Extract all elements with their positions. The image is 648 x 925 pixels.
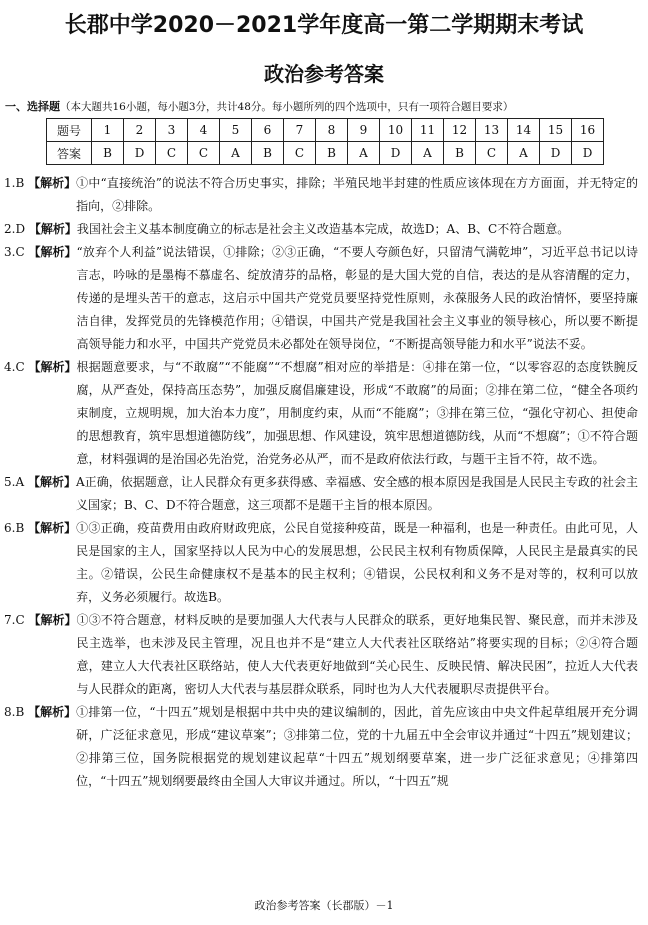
- answer-cell: B: [252, 142, 284, 165]
- question-number-cell: 7: [284, 119, 316, 142]
- item-number: 4.C: [4, 360, 25, 374]
- item-number: 8.B: [4, 705, 25, 719]
- answer-cell: B: [316, 142, 348, 165]
- question-number-cell: 15: [540, 119, 572, 142]
- answer-cell: B: [444, 142, 476, 165]
- explanation-text: ①中“直接统治”的说法不符合历史事实，排除；半殖民地半封建的性质应该体现在方方面面，并无特定的指向，②排除。: [76, 176, 638, 213]
- item-number: 7.C: [4, 613, 25, 627]
- answer-cell: C: [476, 142, 508, 165]
- explanation-item: [4, 218, 638, 241]
- question-number-cell: 5: [220, 119, 252, 142]
- explanation-item: [4, 471, 638, 517]
- explanation-text: 根据题意要求，与“不敢腐”“不能腐”“不想腐”相对应的举措是：④排在第一位，“以零容忍的态度铁腕反腐，从严查处，保持高压态势”，加强反腐倡廉建设，形成“不敢腐”的局面；②排在第二位，“健全各项约束制度，立规明规，加大治本力度”，用制度约束，从而“不能腐”；③排在第三位，“强化守初心、担使命的思想教育，筑牢思想道德防线”，加强思想、作风建设，筑牢思想道德防线，从而“不想腐”；①不符合题意，材料强调的是治国必先治党，治党务必从严，而不是政府依法行政，与题干主旨不符，故不选。: [76, 360, 638, 466]
- answer-table: [46, 118, 604, 165]
- answer-cell: C: [284, 142, 316, 165]
- explanation-item: [4, 356, 638, 471]
- answer-cell: D: [124, 142, 156, 165]
- explanation-item: [4, 701, 638, 793]
- section-heading: [5, 98, 513, 114]
- question-number-cell: 14: [508, 119, 540, 142]
- analysis-tag: 【解析】: [28, 360, 77, 374]
- answer-subtitle: 政治参考答案: [264, 62, 384, 86]
- analysis-tag: 【解析】: [28, 176, 77, 190]
- question-number-cell: 1: [92, 119, 124, 142]
- item-number: 2.D: [4, 222, 26, 236]
- explanation-list: [4, 172, 638, 793]
- answer-cell: A: [348, 142, 380, 165]
- question-number-cell: 10: [380, 119, 412, 142]
- analysis-tag: 【解析】: [27, 475, 76, 489]
- answer-cell: D: [540, 142, 572, 165]
- analysis-tag: 【解析】: [28, 705, 77, 719]
- answer-cell: C: [156, 142, 188, 165]
- table-header-cell: 题号: [47, 119, 92, 142]
- item-number: 6.B: [4, 521, 25, 535]
- question-number-cell: 6: [252, 119, 284, 142]
- question-number-cell: 16: [572, 119, 604, 142]
- question-number-cell: 9: [348, 119, 380, 142]
- explanation-text: A正确，依据题意，让人民群众有更多获得感、幸福感、安全感的根本原因是我国是人民民主专政的社会主义国家；B、C、D不符合题意，这三项都不是题干主旨的根本原因。: [75, 475, 638, 512]
- answer-cell: D: [572, 142, 604, 165]
- question-number-cell: 2: [124, 119, 156, 142]
- analysis-tag: 【解析】: [28, 521, 77, 535]
- item-number: 1.B: [4, 176, 25, 190]
- question-number-cell: 12: [444, 119, 476, 142]
- explanation-text: ①③正确，疫苗费用由政府财政兜底，公民自觉接种疫苗，既是一种福利，也是一种责任。由此可见，人民是国家的主人，国家坚持以人民为中心的发展思想，公民民主权利有物质保障，人民民主是最真实的民主。②错误，公民生命健康权不是基本的民主权利；④错误，公民权利和义务不是对等的，权利可以放弃，义务必须履行。故选B。: [76, 521, 638, 604]
- answer-cell: B: [92, 142, 124, 165]
- analysis-tag: 【解析】: [28, 222, 77, 236]
- answer-cell: A: [412, 142, 444, 165]
- section-note: （本大题共16小题，每小题3分，共计48分。每小题所列的四个选项中，只有一项符合题目要求）: [60, 101, 514, 113]
- explanation-text: ①排第一位，“十四五”规划是根据中共中央的建议编制的，因此，首先应该由中央文件起草组展开充分调研，广泛征求意见，形成“建议草案”；③排第二位，党的十九届五中全会审议并通过“十四五”规划建议；②排第三位，国务院根据党的规划建议起草“十四五”规划纲要草案，进一步广泛征求意见；④排第四位，“十四五”规划纲要最终由全国人大审议并通过。所以，“十四五”规: [76, 705, 638, 788]
- question-number-cell: 4: [188, 119, 220, 142]
- analysis-tag: 【解析】: [28, 613, 77, 627]
- answer-table-answer-row: [47, 142, 604, 165]
- exam-title: 长郡中学2020－2021学年度高一第二学期期末考试: [64, 13, 584, 38]
- explanation-item: [4, 172, 638, 218]
- section-label: 一、选择题: [5, 100, 60, 113]
- answer-cell: C: [188, 142, 220, 165]
- explanation-text: 我国社会主义基本制度确立的标志是社会主义改造基本完成，故选D；A、B、C不符合题意。: [76, 222, 570, 236]
- answer-cell: D: [380, 142, 412, 165]
- explanation-item: [4, 241, 638, 356]
- explanation-item: [4, 517, 638, 609]
- question-number-cell: 13: [476, 119, 508, 142]
- page-footer: 政治参考答案（长郡版）－1: [254, 899, 394, 912]
- explanation-text: ①③不符合题意，材料反映的是要加强人大代表与人民群众的联系，更好地集民智、聚民意，而并未涉及民主选举，也未涉及民主管理，况且也并不是“建立人大代表社区联络站”将要实现的目标；②④符合题意，建立人大代表社区联络站，使人大代表更好地做到“关心民生、反映民情、解决民困”，拉近人大代表与人民群众的距离，密切人大代表与基层群众联系，同时也为人大代表履职尽责提供平台。: [76, 613, 638, 696]
- question-number-cell: 3: [156, 119, 188, 142]
- item-number: 3.C: [4, 245, 25, 259]
- explanation-item: [4, 609, 638, 701]
- answer-cell: A: [220, 142, 252, 165]
- answer-table-number-row: [47, 119, 604, 142]
- item-number: 5.A: [4, 475, 25, 489]
- question-number-cell: 8: [316, 119, 348, 142]
- question-number-cell: 11: [412, 119, 444, 142]
- explanation-text: “放弃个人利益”说法错误，①排除；②③正确，“不要人夸颜色好，只留清气满乾坤”，习近平总书记以诗言志，吟咏的是墨梅不慕虚名、绽放清芬的品格，彰显的是大国大党的自信，表达的是从容清醒的定力，传递的是埋头苦干的意志，这启示中国共产党党员要坚持党性原则，永葆服务人民的政治情怀，要坚持廉洁自律，发挥党员的先锋模范作用；④错误，中国共产党是我国社会主义事业的领导核心，所以要不断提高领导能力和水平，中国共产党党员未必都处在领导岗位，“不断提高领导能力和水平”说法不妥。: [76, 245, 638, 351]
- table-header-cell: 答案: [47, 142, 92, 165]
- answer-cell: A: [508, 142, 540, 165]
- analysis-tag: 【解析】: [28, 245, 77, 259]
